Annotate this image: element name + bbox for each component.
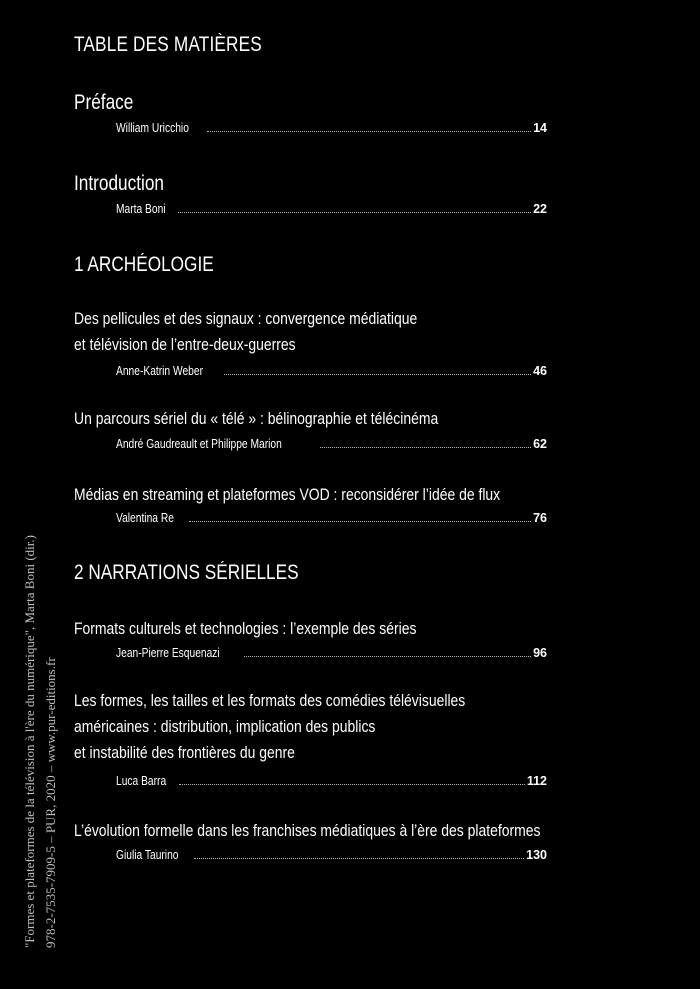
chapter-author: Giulia Taurino xyxy=(116,848,179,862)
chapter-title: Formats culturels et technologies : l’exemple des séries xyxy=(74,619,417,638)
leader-dots xyxy=(179,783,525,785)
chapter-title: L’évolution formelle dans les franchises médiatiques à l’ère des plateformes xyxy=(74,821,541,840)
side-credit xyxy=(22,535,58,948)
chapter-page: 130 xyxy=(526,848,547,862)
chapter-page: 96 xyxy=(533,646,547,660)
chapter-entry[interactable] xyxy=(116,772,547,788)
leader-dots xyxy=(224,373,531,375)
chapter-entry[interactable] xyxy=(116,509,547,525)
chapter-title: Les formes, les tailles et les formats des comédies télévisuelles américaines : distribution, implication des publics et instabilité des frontières du genre xyxy=(74,691,466,762)
side-credit-line1: "Formes et plateformes de la télévision à l'ère du numérique", Marta Boni (dir.) xyxy=(22,535,37,948)
toc-heading: TABLE DES MATIÈRES xyxy=(74,33,262,56)
chapter-author: Jean-Pierre Esquenazi xyxy=(116,646,220,660)
chapter-author: Anne-Katrin Weber xyxy=(116,364,203,378)
chapter-page: 76 xyxy=(533,511,547,525)
leader-dots xyxy=(178,211,531,213)
preface-entry[interactable] xyxy=(116,119,547,135)
leader-dots xyxy=(244,655,531,657)
preface-author: William Uricchio xyxy=(116,121,189,135)
chapter-title: Un parcours sériel du « télé » : bélinographie et télécinéma xyxy=(74,409,439,428)
leader-dots xyxy=(320,446,531,448)
leader-dots xyxy=(194,857,524,859)
leader-dots xyxy=(207,130,531,132)
chapter-author: Valentina Re xyxy=(116,511,174,525)
chapter-author: Luca Barra xyxy=(116,774,167,788)
side-credit-line2: 978-2-7535-7909-5 – PUR, 2020 – www.pur-editions.fr xyxy=(43,657,58,948)
chapter-page: 46 xyxy=(533,364,547,378)
introduction-page: 22 xyxy=(533,202,547,216)
preface-page: 14 xyxy=(533,121,547,135)
chapter-title: Des pellicules et des signaux : convergence médiatique et télévision de l’entre-deux-guerres xyxy=(74,309,418,354)
chapter-page: 112 xyxy=(526,774,547,788)
leader-dots xyxy=(189,520,531,522)
chapter-author: André Gaudreault et Philippe Marion xyxy=(116,437,282,451)
preface-title: Préface xyxy=(74,91,134,114)
part1-heading: 1 ARCHÉOLOGIE xyxy=(74,253,214,276)
introduction-title: Introduction xyxy=(74,172,164,195)
introduction-entry[interactable] xyxy=(116,200,547,216)
chapter-title: Médias en streaming et plateformes VOD : reconsidérer l’idée de flux xyxy=(74,485,501,504)
introduction-author: Marta Boni xyxy=(116,202,166,216)
chapter-entry[interactable] xyxy=(116,435,547,451)
chapter-entry[interactable] xyxy=(116,644,547,660)
chapter-page: 62 xyxy=(533,437,547,451)
part2-heading: 2 NARRATIONS SÉRIELLES xyxy=(74,561,299,584)
chapter-entry[interactable] xyxy=(116,846,547,862)
chapter-entry[interactable] xyxy=(116,362,547,378)
